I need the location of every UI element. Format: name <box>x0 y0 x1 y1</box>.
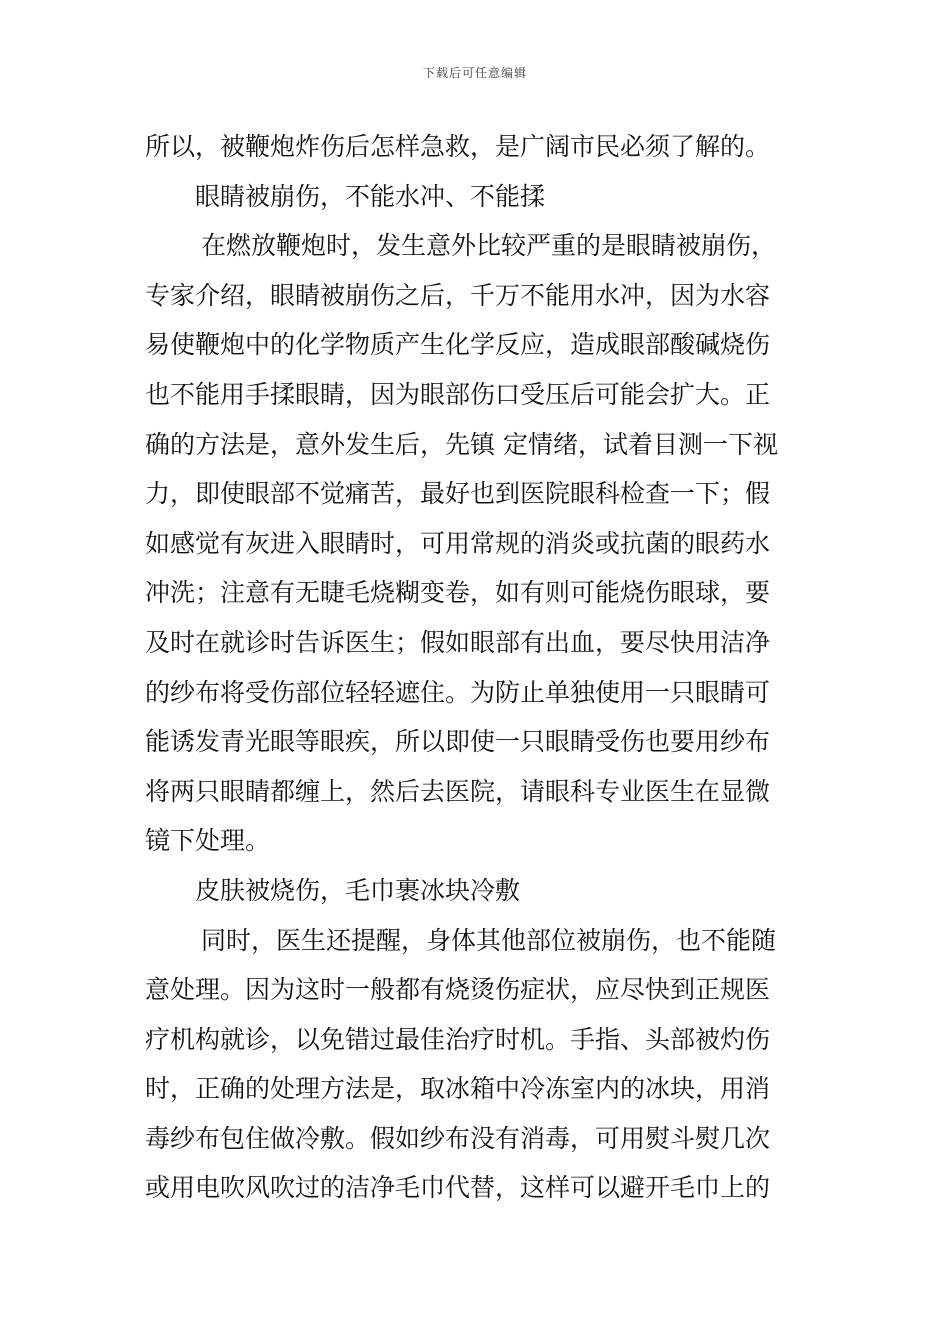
text-line: 同时，医生还提醒，身体其他部位被崩伤，也不能随 <box>201 925 777 955</box>
text-line: 及时在就诊时告诉医生；假如眼部有出血，要尽快用洁净 <box>145 627 771 657</box>
text-line: 力，即使眼部不觉痛苦，最好也到医院眼科检查一下；假 <box>145 479 771 509</box>
text-line: 易使鞭炮中的化学物质产生化学反应，造成眼部酸碱烧伤 <box>145 330 771 360</box>
section-heading-eye-injury: 眼睛被崩伤，不能水冲、不能揉 <box>195 181 546 211</box>
document-body <box>145 122 810 1213</box>
section-heading-skin-burn: 皮肤被烧伤，毛巾裹冰块冷敷 <box>195 875 521 905</box>
text-line: 也不能用手揉眼睛，因为眼部伤口受压后可能会扩大。正 <box>145 379 771 409</box>
text-line: 疗机构就诊，以免错过最佳治疗时机。手指、头部被灼伤 <box>145 1024 771 1054</box>
text-line: 确的方法是，意外发生后，先镇 定情绪，试着目测一下视 <box>145 429 778 459</box>
text-line: 或用电吹风吹过的洁净毛巾代替，这样可以避开毛巾上的 <box>145 1173 771 1203</box>
text-line: 毒纱布包住做冷敷。假如纱布没有消毒，可用熨斗熨几次 <box>145 1123 771 1153</box>
text-line: 在燃放鞭炮时，发生意外比较严重的是眼睛被崩伤， <box>201 231 777 261</box>
text-line: 将两只眼睛都缠上，然后去医院，请眼科专业医生在显微 <box>145 776 771 806</box>
text-line: 专家介绍，眼睛被崩伤之后，千万不能用水冲，因为水容 <box>145 280 771 310</box>
text-line: 所以，被鞭炮炸伤后怎样急救，是广阔市民必须了解的。 <box>145 132 771 161</box>
text-line: 能诱发青光眼等眼疾，所以即使一只眼睛受伤也要用纱布 <box>145 727 771 757</box>
text-line: 如感觉有灰进入眼睛时，可用常规的消炎或抗菌的眼药水 <box>145 528 771 558</box>
page-header-note: 下载后可任意编辑 <box>422 66 527 80</box>
text-line: 意处理。因为这时一般都有烧烫伤症状，应尽快到正规医 <box>145 975 771 1005</box>
text-line: 冲洗；注意有无睫毛烧糊变卷，如有则可能烧伤眼球，要 <box>145 578 771 608</box>
text-line: 镜下处理。 <box>145 826 271 856</box>
text-line: 的纱布将受伤部位轻轻遮住。为防止单独使用一只眼睛可 <box>145 677 771 707</box>
text-line: 时，正确的处理方法是，取冰箱中冷冻室内的冰块，用消 <box>145 1074 771 1104</box>
